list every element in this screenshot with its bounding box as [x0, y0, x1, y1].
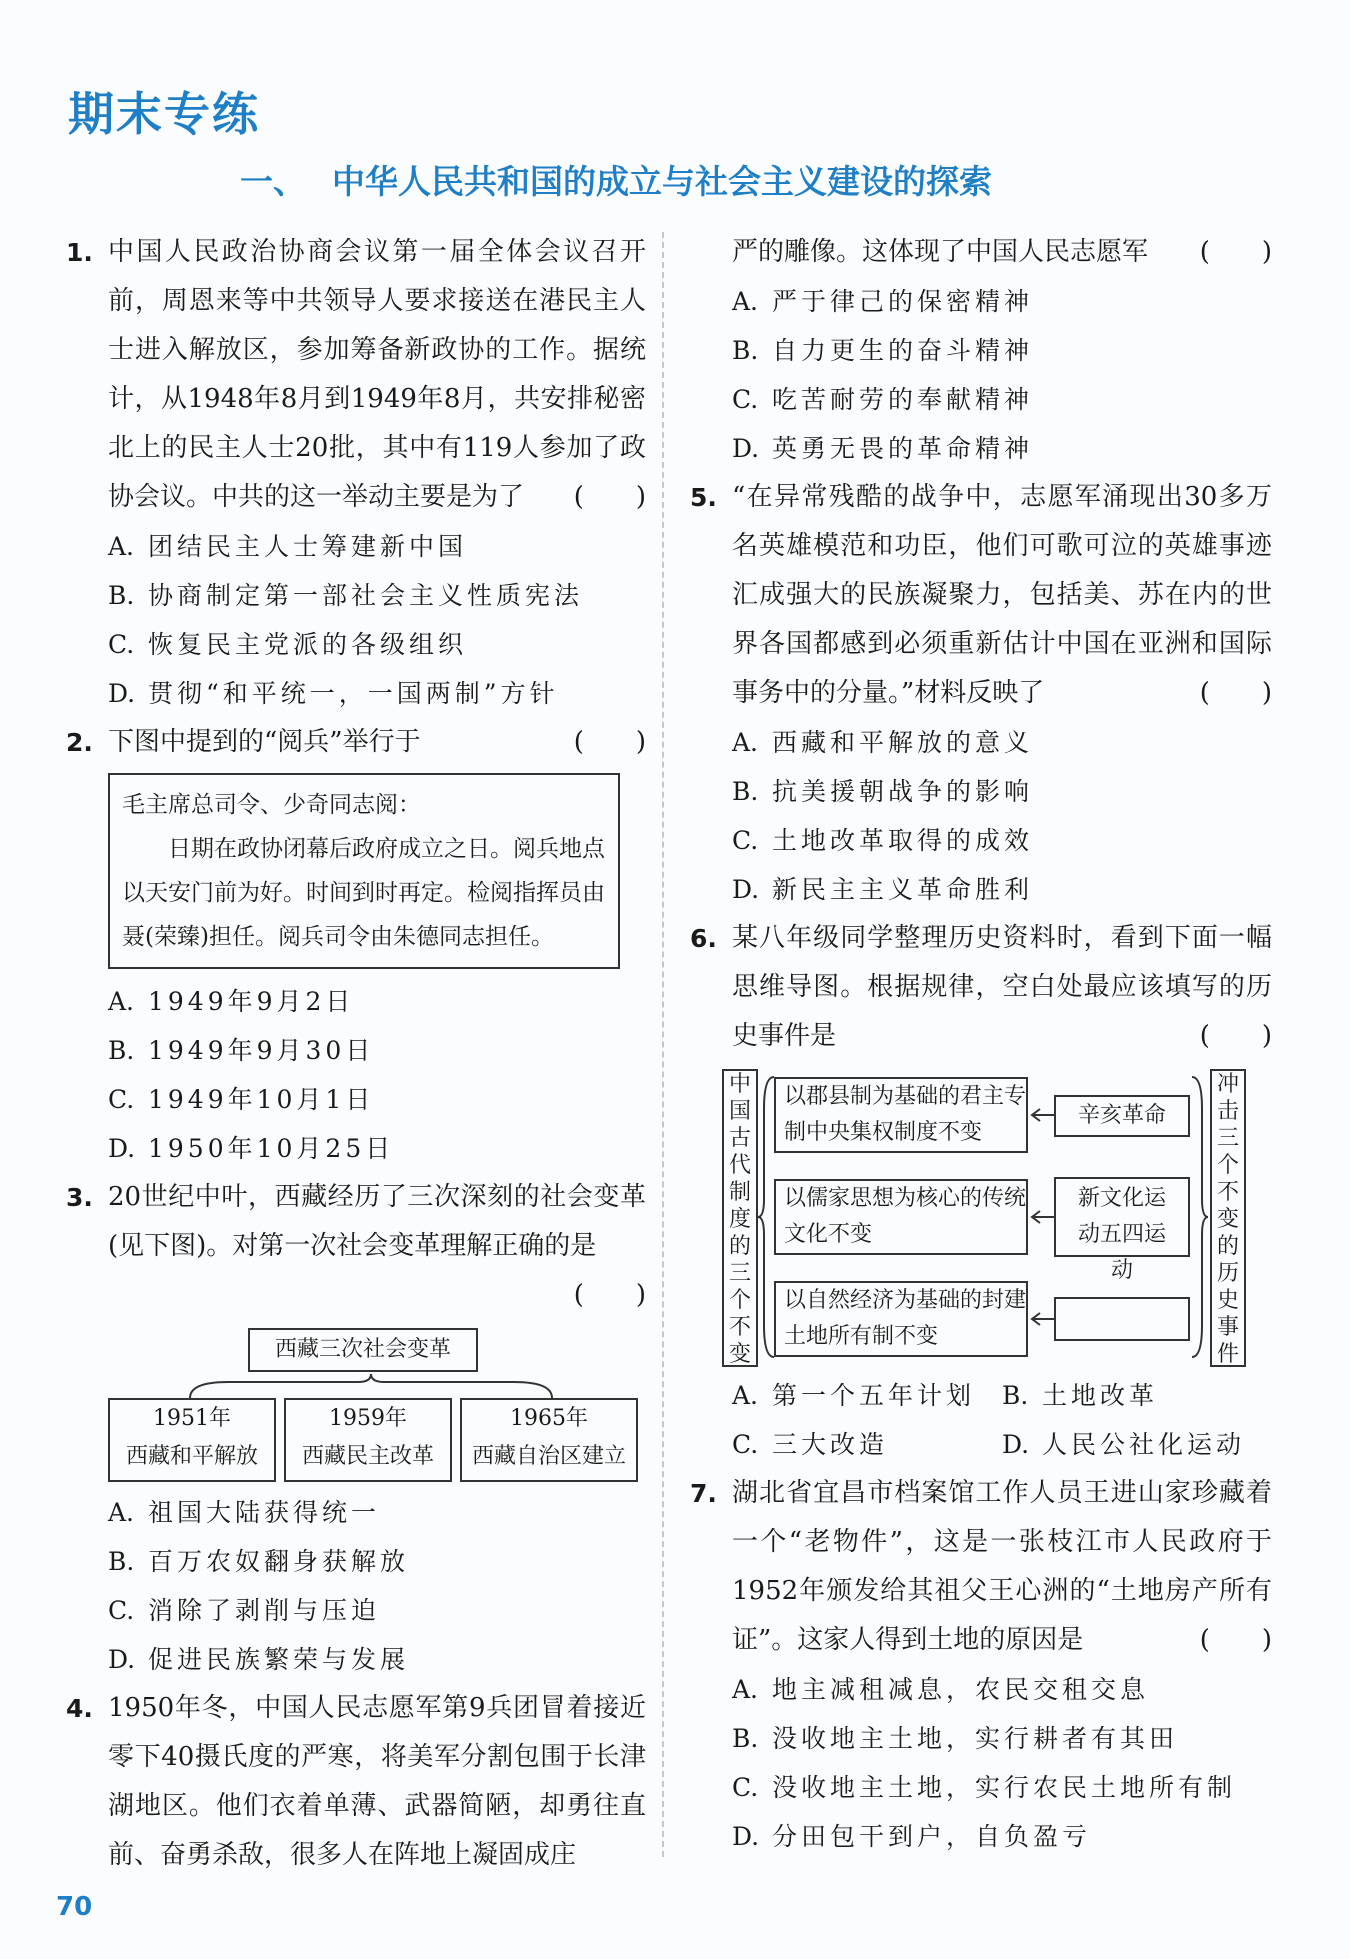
option-text: 1949年10月1日 — [148, 1085, 375, 1114]
option-a — [690, 277, 1272, 326]
option-b — [690, 1714, 1272, 1763]
option-letter: C. — [108, 1596, 135, 1625]
option-b — [690, 326, 1272, 375]
answer-blank: ( ) — [1199, 1021, 1272, 1051]
question-text: 严的雕像。这体现了中国人民志愿军 — [732, 237, 1149, 267]
question-text: 湖北省宜昌市档案馆工作人员王进山家珍藏着一个“老物件”，这是一张枝江市人民政府于1952年颁发给其祖父王心洲的“土地房产所有证”。这家人得到土地的原因是 — [732, 1478, 1272, 1655]
question-text: 中国人民政治协商会议第一届全体会议召开前，周恩来等中共领导人要求接送在港民主人士进入解放区，参加筹备新政协的工作。据统计，从1948年8月到1949年8月，共安排秘密北上的民主人士20批，其中有119人参加了政协会议。中共的这一举动主要是为了 — [108, 237, 646, 512]
section-title: 中华人民共和国的成立与社会主义建设的探索 — [332, 162, 992, 201]
question-5 — [690, 473, 1272, 718]
option-text: 地主减租减息，农民交租交息 — [772, 1675, 1150, 1704]
option-letter: C. — [732, 385, 759, 414]
option-letter: C. — [732, 1773, 759, 1802]
options-row-2 — [690, 1420, 1272, 1469]
mindmap-center-box-1: 以郡县制为基础的君主专制中央集权制度不变 — [774, 1077, 1028, 1153]
left-column — [66, 228, 646, 1880]
option-text: 新民主主义革命胜利 — [772, 875, 1034, 904]
option-letter: B. — [108, 1036, 135, 1065]
option-c — [66, 620, 646, 669]
option-c — [66, 1586, 646, 1635]
quote-box — [108, 773, 620, 969]
answer-blank: ( ) — [1199, 678, 1272, 708]
mindmap-left-box: 中国古代制度的三个不变 — [722, 1069, 758, 1367]
question-number: 4. — [66, 1694, 93, 1723]
diagram-year: 1959年 — [329, 1406, 407, 1431]
option-c — [690, 816, 1272, 865]
option-letter: D. — [1002, 1430, 1030, 1459]
options-row-1 — [690, 1371, 1272, 1420]
question-6 — [690, 914, 1272, 1061]
diagram-year: 1965年 — [510, 1406, 588, 1431]
option-b — [66, 1537, 646, 1586]
mindmap-event-box-2: 新文化运动五四运动 — [1054, 1177, 1190, 1257]
option-letter: D. — [108, 1645, 136, 1674]
option-text: 分田包干到户，自负盈亏 — [772, 1822, 1092, 1851]
option-text: 土地改革 — [1042, 1381, 1159, 1410]
question-number: 1. — [66, 238, 93, 267]
question-3 — [66, 1173, 646, 1320]
option-text: 促进民族繁荣与发展 — [148, 1645, 410, 1674]
option-a — [66, 1488, 646, 1537]
mindmap-left-brace — [756, 1069, 776, 1365]
option-letter: B. — [732, 777, 759, 806]
answer-blank: ( ) — [573, 482, 646, 512]
option-d — [690, 1812, 1272, 1861]
quote-address: 毛主席总司令、少奇同志阅： — [122, 792, 421, 818]
option-letter: D. — [108, 1134, 136, 1163]
option-b — [1002, 1371, 1272, 1420]
answer-blank: ( ) — [1199, 1625, 1272, 1655]
page-number: 70 — [56, 1892, 93, 1922]
question-1 — [66, 228, 646, 522]
question-number: 2. — [66, 728, 93, 757]
option-letter: D. — [732, 1822, 760, 1851]
option-d — [1002, 1420, 1272, 1469]
option-letter: C. — [108, 630, 135, 659]
diagram-event: 西藏自治区建立 — [471, 1444, 626, 1469]
option-letter: B. — [732, 336, 759, 365]
answer-blank: ( ) — [573, 727, 646, 757]
option-letter: B. — [108, 1547, 135, 1576]
option-letter: A. — [732, 1381, 759, 1410]
option-text: 三大改造 — [772, 1430, 889, 1459]
mind-map — [722, 1069, 1244, 1365]
option-text: 西藏和平解放的意义 — [772, 728, 1034, 757]
option-letter: A. — [108, 987, 135, 1016]
question-text: 1950年冬，中国人民志愿军第9兵团冒着接近零下40摄氏度的严寒，将美军分割包围于长津湖地区。他们衣着单薄、武器简陋，却勇往直前、奋勇杀敌，很多人在阵地上凝固成庄 — [108, 1693, 646, 1870]
option-text: 第一个五年计划 — [772, 1381, 976, 1410]
option-text: 自力更生的奋斗精神 — [772, 336, 1034, 365]
question-number: 6. — [690, 924, 717, 953]
question-stem — [732, 1469, 1272, 1665]
option-d — [690, 424, 1272, 473]
option-text: 团结民主人士筹建新中国 — [148, 532, 468, 561]
question-4 — [66, 1684, 646, 1880]
option-text: 1950年10月25日 — [148, 1134, 395, 1163]
question-7 — [690, 1469, 1272, 1665]
option-d — [690, 865, 1272, 914]
option-letter: A. — [732, 1675, 759, 1704]
option-text: 贯彻“和平统一，一国两制”方针 — [148, 679, 559, 708]
answer-blank: ( ) — [1199, 237, 1272, 267]
question-number: 7. — [690, 1479, 717, 1508]
option-text: 严于律己的保密精神 — [772, 287, 1034, 316]
question-2 — [66, 718, 646, 767]
question-number: 3. — [66, 1183, 93, 1212]
option-letter: A. — [108, 532, 135, 561]
option-text: 1949年9月2日 — [148, 987, 355, 1016]
option-text: 人民公社化运动 — [1042, 1430, 1246, 1459]
section-number: 一、 — [240, 162, 306, 201]
option-letter: B. — [732, 1724, 759, 1753]
option-a — [690, 718, 1272, 767]
option-text: 消除了剥削与压迫 — [148, 1596, 381, 1625]
option-b — [66, 571, 646, 620]
question-text: 下图中提到的“阅兵”举行于 — [108, 727, 421, 757]
option-text: 抗美援朝战争的影响 — [772, 777, 1034, 806]
mindmap-center-box-3: 以自然经济为基础的封建土地所有制不变 — [774, 1281, 1028, 1357]
quote-body: 日期在政协闭幕后政府成立之日。阅兵地点以天安门前为好。时间到时再定。检阅指挥员由聂(荣臻)担任。阅兵司令由朱德同志担任。 — [122, 836, 605, 950]
answer-blank: ( ) — [573, 1280, 646, 1310]
option-a — [690, 1665, 1272, 1714]
option-d — [66, 1635, 646, 1684]
option-text: 没收地主土地，实行农民土地所有制 — [772, 1773, 1237, 1802]
question-stem — [108, 228, 646, 522]
option-a — [66, 522, 646, 571]
diagram-event: 西藏民主改革 — [301, 1444, 434, 1469]
section-subtitle — [240, 156, 992, 203]
mindmap-event-box-blank — [1054, 1297, 1190, 1341]
question-stem — [732, 228, 1272, 277]
question-text: 某八年级同学整理历史资料时，看到下面一幅思维导图。根据规律，空白处最应该填写的历史事件是 — [732, 923, 1272, 1051]
option-letter: A. — [732, 728, 759, 757]
option-letter: A. — [108, 1498, 135, 1527]
option-text: 没收地主土地，实行耕者有其田 — [772, 1724, 1179, 1753]
option-d — [66, 1124, 646, 1173]
option-c — [690, 375, 1272, 424]
mindmap-right-box: 冲击三个不变的历史事件 — [1210, 1069, 1246, 1367]
diagram-brace — [108, 1374, 634, 1398]
question-stem — [108, 1173, 646, 1320]
option-text: 协商制定第一部社会主义性质宪法 — [148, 581, 584, 610]
option-letter: C. — [732, 1430, 759, 1459]
option-letter: D. — [108, 679, 136, 708]
option-a — [66, 977, 646, 1026]
question-text: 20世纪中叶，西藏经历了三次深刻的社会变革(见下图)。对第一次社会变革理解正确的是 — [108, 1182, 646, 1261]
option-letter: B. — [108, 581, 135, 610]
option-letter: B. — [1002, 1381, 1029, 1410]
option-a — [732, 1371, 1002, 1420]
option-b — [66, 1026, 646, 1075]
option-text: 土地改革取得的成效 — [772, 826, 1034, 855]
page-title: 期末专练 — [68, 87, 260, 141]
option-text: 1949年9月30日 — [148, 1036, 375, 1065]
question-text: “在异常残酷的战争中，志愿军涌现出30多万名英雄模范和功臣，他们可歌可泣的英雄事迹汇成强大的民族凝聚力，包括美、苏在内的世界各国都感到必须重新估计中国在亚洲和国际事务中的分量。”材料反映了 — [732, 482, 1272, 708]
diagram-box-1959 — [284, 1398, 452, 1482]
mindmap-right-brace — [1190, 1069, 1210, 1365]
mindmap-center-box-2: 以儒家思想为核心的传统文化不变 — [774, 1179, 1028, 1255]
question-stem — [732, 914, 1272, 1061]
diagram-year: 1951年 — [153, 1406, 231, 1431]
question-stem — [732, 473, 1272, 718]
diagram-box-1965 — [460, 1398, 638, 1482]
option-text: 恢复民主党派的各级组织 — [148, 630, 468, 659]
option-b — [690, 767, 1272, 816]
diagram-event: 西藏和平解放 — [125, 1444, 258, 1469]
option-letter: C. — [732, 826, 759, 855]
option-text: 百万农奴翻身获解放 — [148, 1547, 410, 1576]
option-text: 吃苦耐劳的奉献精神 — [772, 385, 1034, 414]
option-c — [690, 1763, 1272, 1812]
option-letter: C. — [108, 1085, 135, 1114]
option-letter: A. — [732, 287, 759, 316]
option-c — [66, 1075, 646, 1124]
right-column — [690, 228, 1272, 1861]
column-divider — [662, 232, 664, 1857]
diagram-box-1951 — [108, 1398, 276, 1482]
option-letter: D. — [732, 875, 760, 904]
question-4-continued — [690, 228, 1272, 277]
option-letter: D. — [732, 434, 760, 463]
option-c — [732, 1420, 1002, 1469]
tibet-diagram — [108, 1328, 634, 1478]
mindmap-event-box-1: 辛亥革命 — [1054, 1095, 1190, 1137]
option-text: 英勇无畏的革命精神 — [772, 434, 1034, 463]
question-number: 5. — [690, 483, 717, 512]
question-stem — [108, 718, 646, 767]
diagram-top-box: 西藏三次社会变革 — [248, 1328, 478, 1372]
option-d — [66, 669, 646, 718]
option-text: 祖国大陆获得统一 — [148, 1498, 381, 1527]
